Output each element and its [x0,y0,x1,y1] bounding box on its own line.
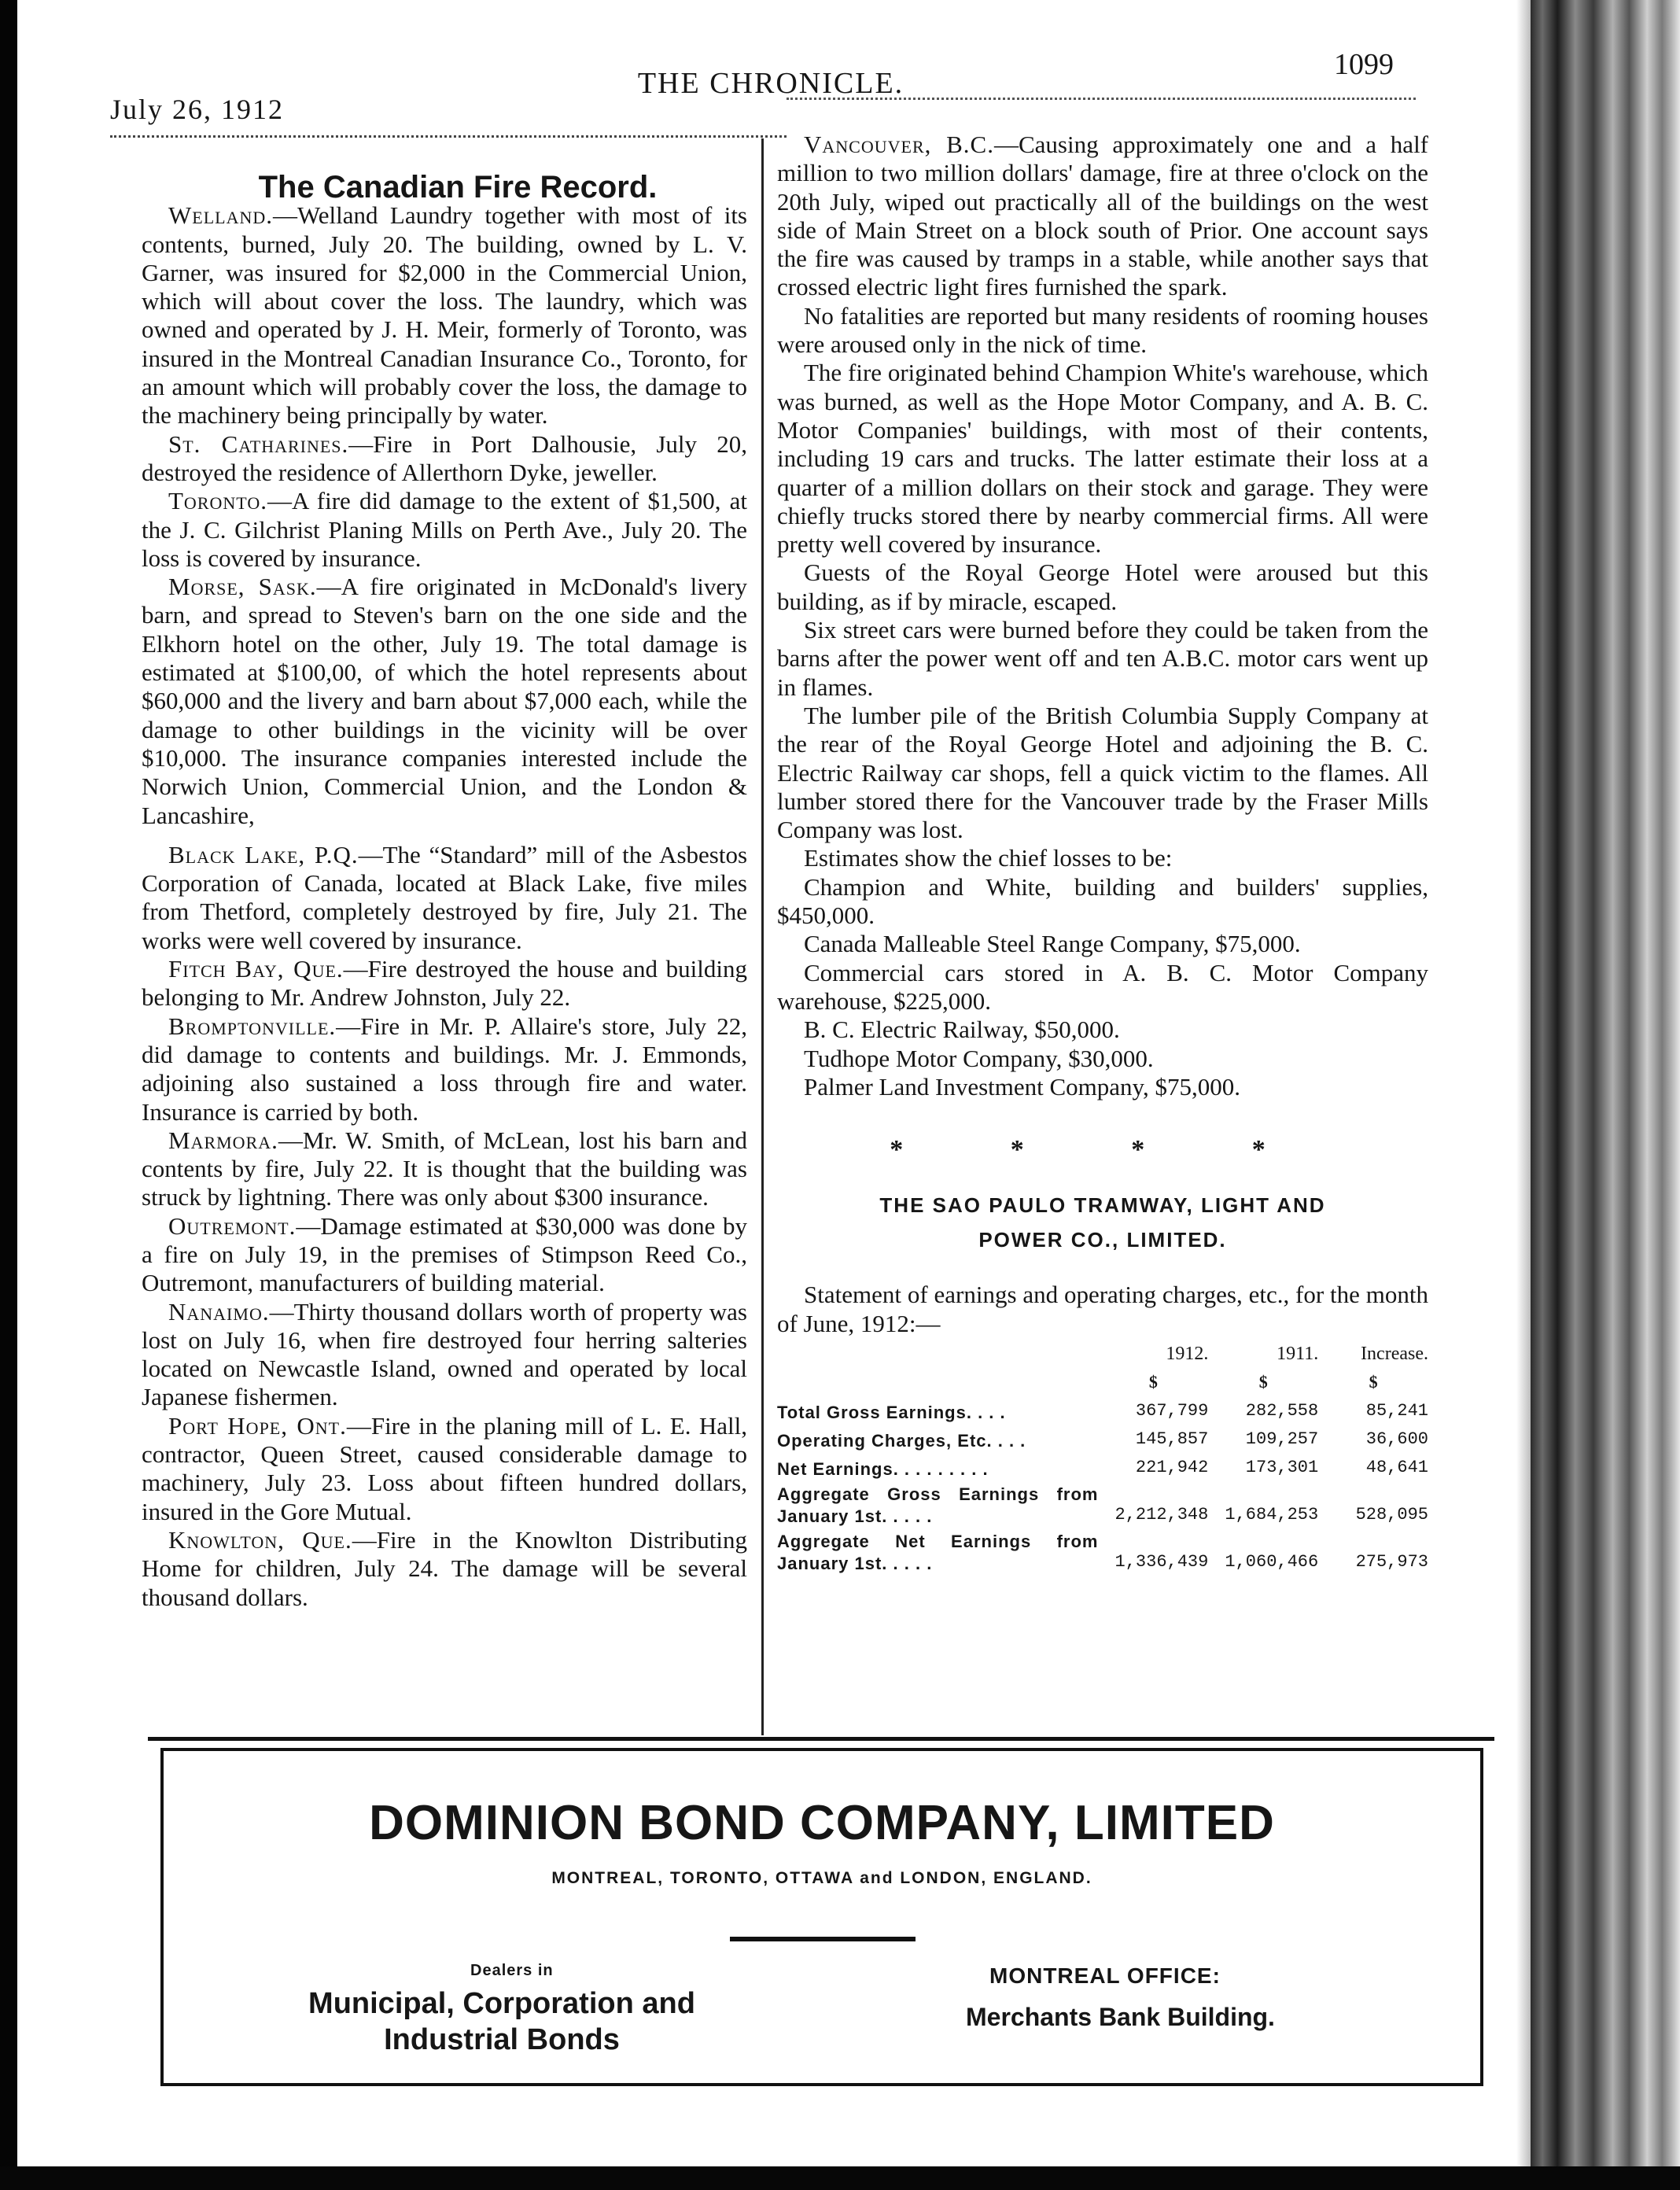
office-label: MONTREAL OFFICE: [989,1963,1221,1988]
fire-item-text: —Fire in Port Dalhousie, July 20, destroyed the residence of Allerthorn Dyke, jeweller. [142,430,747,486]
fire-item-text: —A fire originated in McDonald's livery barn, and spread to Steven's barn on the one side and the Elkhorn hotel on the other, July 19. The total damage is estimated at $100,00, of which the hotel represents about $60,000 and the livery and barn about $7,000 each, while the damage to other buildings in the vicinity will be over $10,000. The insurance companies interested include the Norwich Union, Commercial Union, and the London & Lancashire, [142,573,747,829]
earnings-value: 275,973 [1355,1552,1428,1572]
fire-item [142,1126,747,1212]
section-separator-stars: * * * * [890,1135,1316,1165]
fire-item-text: —Welland Laundry together with most of its contents, burned, July 20. The building, owned by L. V. Garner, was insured for $2,000 in the Commercial Union, which will about cover the loss. The laundry, which was owned and operated by J. H. Meir, formerly of Toronto, was insured in the Montreal Canadian Insurance Co., Toronto, for an amount which will probably cover the loss, the damage to the machinery being principally by water. [142,201,747,430]
bond-types [258,1985,746,2058]
fire-item-text: —The “Standard” mill of the Asbestos Corporation of Canada, located at Black Lake, five miles from Thetford, completely destroyed by fire, July 21. The works were well covered by insurance. [142,840,748,954]
fire-item-text: —Fire in the Knowlton Distributing Home for children, July 24. The damage will be several thousand dollars. [142,1525,747,1611]
earnings-table [777,1340,1428,1576]
book-binding-edge [1531,0,1680,2190]
fire-item-text: —A fire did damage to the extent of $1,500, at the J. C. Gilchrist Planing Mills on Perth Ave., July 20. The loss is covered by insurance. [142,487,747,572]
advertisement-divider [730,1937,916,1941]
loss-estimate-item: Palmer Land Investment Company, $75,000. [804,1072,1241,1101]
fire-item [142,487,747,573]
page-number: 1099 [1334,48,1394,81]
article-paragraph: Six street cars were burned before they could be taken from the barns after the power went off and ten A.B.C. motor cars went up in flames. [777,616,1428,701]
issue-date: July 26, 1912 [110,94,285,125]
earnings-row-label: Operating Charges, Etc. . . . [777,1431,1026,1451]
earnings-value: 1,060,466 [1225,1552,1319,1572]
fire-item [142,1298,747,1412]
fire-item-place: St. Catharines. [168,430,349,458]
fire-item-text: —Damage estimated at $30,000 was done by a fire on July 19, in the premises of Stimpson Reed Co., Outremont, manufacturers of building material. [142,1211,747,1297]
fire-item [142,573,747,830]
header-rule-left [110,135,787,138]
fire-item-text: —Fire in Mr. P. Allaire's store, July 22, did damage to contents and buildings. Mr. J. Emmonds, adjoining also sustained a loss through fire and water. Insurance is carried by both. [142,1012,747,1126]
fire-item [142,430,747,488]
fire-item-place: Toronto. [168,487,267,515]
fire-item-text: —Causing approximately one and a half million to two million dollars' damage, fire at three o'clock on the 20th July, wiped out practically all of the buildings on the west side of Main Street on a block south of Prior. One account says the fire was caused by tramps in a stable, while another says that crossed electric light fires furnished the spark. [777,131,1429,301]
sao-paulo-heading [777,1188,1428,1257]
scan-border-left [0,0,17,2190]
article-paragraph: The fire originated behind Champion White's warehouse, which was burned, as well as the Hope Motor Company, and A. B. C. Motor Companies' buildings, with most of their contents, including 19 cars and trucks. The latter estimate their loss at a quarter of a million dollars on their stock and garage. They were chiefly trucks stored there by nearby commercial firms. All were pretty well covered by insurance. [777,359,1428,559]
currency-sign: $ [1148,1372,1158,1392]
earnings-header-row [777,1340,1428,1368]
currency-sign: $ [1258,1372,1268,1392]
earnings-value: 145,857 [1135,1429,1209,1449]
earnings-value: 48,641 [1365,1458,1428,1478]
earnings-value: 528,095 [1355,1505,1428,1525]
column-divider [761,138,764,1735]
fire-item-place: Black Lake, P.Q. [168,840,359,868]
loss-estimate-item: Commercial cars stored in A. B. C. Motor Company warehouse, $225,000. [777,958,1428,1015]
currency-sign: $ [1369,1372,1378,1392]
fire-item [142,955,747,1012]
earnings-row [777,1454,1428,1482]
fire-item [142,1012,747,1126]
earnings-col-header: Increase. [1361,1343,1428,1364]
fire-item-place: Knowlton, Que. [168,1525,352,1554]
earnings-row [777,1397,1428,1425]
journal-title: THE CHRONICLE. [637,67,904,100]
vancouver-fire-item [777,131,1428,302]
earnings-row [777,1529,1428,1576]
loss-estimate-item: B. C. Electric Railway, $50,000. [804,1016,1120,1044]
earnings-value: 85,241 [1365,1400,1428,1421]
article-paragraph: The lumber pile of the British Columbia Supply Company at the rear of the Royal George Hotel and adjoining the B. C. Electric Railway car shops, fell a quick victim to the flames. All lumber stored there for the Vancouver trade by the Fraser Mills Company was lost. [777,701,1428,844]
currency-row [777,1368,1428,1396]
earnings-value: 367,799 [1135,1400,1209,1421]
fire-item-place: Bromptonville. [168,1012,337,1040]
dominion-bond-advertisement [160,1748,1483,2086]
fire-item-place: Nanaimo. [168,1297,270,1325]
earnings-value: 282,558 [1245,1400,1319,1421]
fire-item-place: Port Hope, Ont. [168,1411,347,1440]
fire-item-place: Outremont. [168,1211,297,1240]
earnings-value: 36,600 [1365,1429,1428,1449]
fire-item-place: Welland. [168,201,273,230]
earnings-row-label: Aggregate Gross Earnings from January 1st. . . . . [777,1484,1099,1527]
fire-item-place: Marmora. [168,1126,278,1154]
fire-record-column [142,170,748,1612]
advertiser-cities: MONTREAL, TORONTO, OTTAWA and LONDON, ENGLAND. [551,1869,1092,1887]
fire-item-text: —Mr. W. Smith, of McLean, lost his barn and contents by fire, July 22. It is thought that the building was struck by lightning. There was only about $300 insurance. [142,1126,747,1211]
earnings-row-label: Total Gross Earnings. . . . [777,1402,1006,1422]
page-gutter-shadow [1516,0,1531,2190]
fire-record-heading: The Canadian Fire Record. [258,170,658,205]
loss-estimate-item: Tudhope Motor Company, $30,000. [804,1044,1154,1072]
advertiser-name: DOMINION BOND COMPANY, LIMITED [369,1796,1275,1850]
journal-page [31,0,1510,2155]
dealers-label: Dealers in [470,1962,554,1979]
fire-item-text: —Fire destroyed the house and building belonging to Mr. Andrew Johnston, July 22. [142,955,747,1012]
earnings-col-header: 1912. [1166,1343,1209,1364]
earnings-row [777,1425,1428,1454]
earnings-value: 221,942 [1135,1458,1209,1478]
bond-types-line2: Industrial Bonds [384,2023,620,2056]
earnings-value: 2,212,348 [1114,1505,1209,1525]
earnings-row-label: Net Earnings. . . . . . . . . [777,1459,989,1480]
earnings-value: 109,257 [1245,1429,1319,1449]
scan-border-bottom [0,2166,1680,2190]
article-paragraph: Estimates show the chief losses to be: [804,844,1173,872]
loss-estimate-item: Champion and White, building and builders' supplies, $450,000. [777,872,1428,930]
currency-spacer [777,1368,1098,1396]
advertisement-top-rule [148,1737,1494,1741]
fire-item-text: —Thirty thousand dollars worth of property was lost on July 16, when fire destroyed four herring salteries located on Newcastle Island, owned and operated by local Japanese fishermen. [142,1297,747,1411]
fire-item-place: Fitch Bay, Que. [168,955,344,983]
bond-types-line1: Municipal, Corporation and [308,1987,695,2020]
earnings-row-label: Aggregate Net Earnings from January 1st. . . . . [777,1532,1099,1574]
fire-item [142,201,747,430]
fire-item [142,1412,747,1526]
fire-item-place: Morse, Sask. [168,573,317,601]
fire-item [142,1212,747,1298]
earnings-label-header [777,1340,1098,1368]
fire-item [142,841,747,955]
article-paragraph: Guests of the Royal George Hotel were aroused but this building, as if by miracle, escaped. [777,559,1428,615]
vancouver-column [777,131,1428,1576]
earnings-value: 1,336,439 [1114,1552,1209,1572]
fire-item-text: —Fire in the planing mill of L. E. Hall, contractor, Queen Street, caused considerable damage to machinery, July 23. Loss about fifteen hundred dollars, insured in the Gore Mutual. [142,1411,747,1525]
earnings-row [777,1482,1428,1529]
sao-paulo-heading-line2: POWER CO., LIMITED. [978,1228,1227,1252]
article-paragraph: No fatalities are reported but many residents of rooming houses were aroused only in the nick of time. [777,301,1428,359]
header-rule-right [787,98,1416,100]
earnings-value: 1,684,253 [1225,1505,1319,1525]
fire-item-place: Vancouver, B.C. [804,131,994,158]
sao-paulo-heading-line1: THE SAO PAULO TRAMWAY, LIGHT AND [879,1193,1326,1218]
earnings-col-header: 1911. [1277,1343,1319,1364]
office-address: Merchants Bank Building. [966,2003,1275,2031]
earnings-value: 173,301 [1245,1458,1319,1478]
fire-item [142,1526,747,1612]
loss-estimate-item: Canada Malleable Steel Range Company, $75,000. [804,930,1301,958]
earnings-intro: Statement of earnings and operating charges, etc., for the month of June, 1912:— [777,1281,1428,1337]
